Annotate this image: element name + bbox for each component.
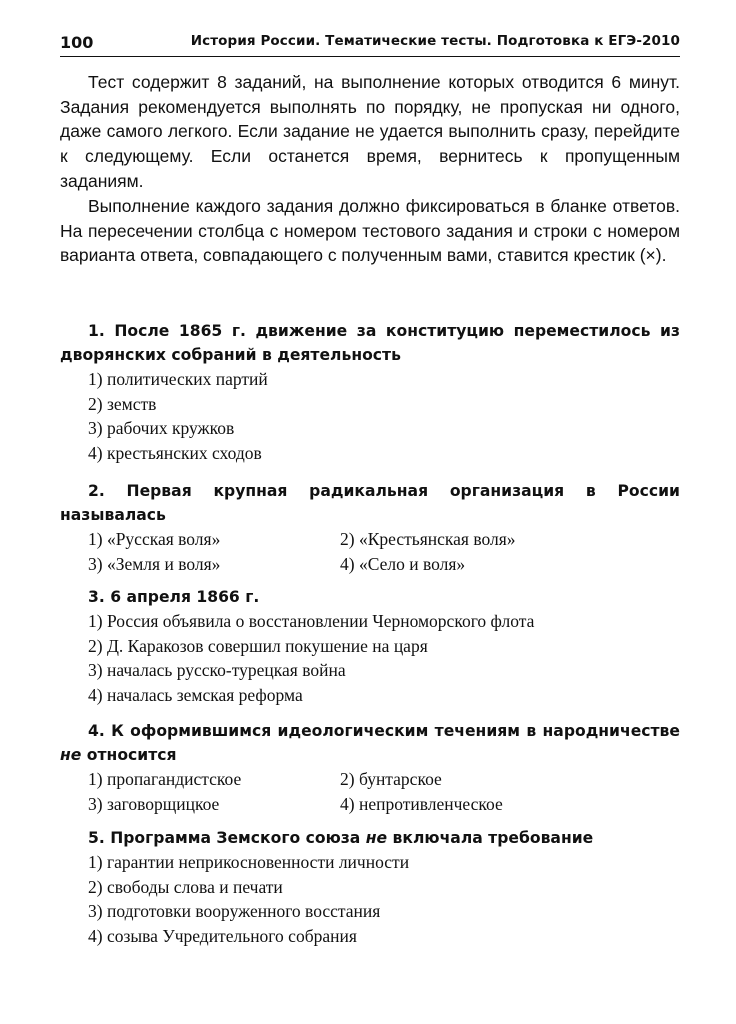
answer-option: 4) созыва Учредительного собрания bbox=[88, 926, 357, 947]
answer-option: 4) «Село и воля» bbox=[340, 553, 466, 574]
answer-option: 4) непротивленческое bbox=[340, 793, 503, 814]
question-1 bbox=[60, 319, 680, 466]
answer-option: 3) «Земля и воля» bbox=[88, 553, 221, 574]
answer-option: 1) гарантии неприкосновенности личности bbox=[88, 852, 410, 872]
intro-paragraph-1: Тест содержит 8 заданий, на выполнение которых отводится 6 минут. Задания рекомендуется выполнять по порядку, не пропуская ни одного, даже самого легкого. Если задание не удается выполнить сразу, перейдите к следующему. Если останется время, вернитесь к пропущенным заданиям. bbox=[60, 72, 680, 191]
question-3 bbox=[60, 585, 680, 708]
question-title: 2. Первая крупная радикальная организация в России называлась bbox=[60, 482, 680, 524]
header-rule bbox=[60, 56, 680, 57]
answer-option: 1) пропагандистское bbox=[88, 769, 242, 789]
running-title: История России. Тематические тесты. Подготовка к ЕГЭ-2010 bbox=[190, 33, 680, 49]
question-title: 4. К оформившимся идеологическим течениям в народничестве не относится bbox=[60, 722, 680, 764]
answer-option: 1) политических партий bbox=[88, 369, 268, 389]
page-number: 100 bbox=[60, 33, 94, 52]
answer-option: 4) крестьянских сходов bbox=[88, 443, 262, 464]
answer-option: 3) подготовки вооруженного восстания bbox=[88, 901, 381, 922]
question-title: 1. После 1865 г. движение за конституцию переместилось из дворянских собраний в деятельность bbox=[60, 322, 680, 364]
question-2 bbox=[60, 479, 680, 576]
answer-option: 2) свободы слова и печати bbox=[88, 876, 283, 897]
answer-option: 4) началась земская реформа bbox=[88, 685, 303, 706]
answer-option: 3) началась русско-турецкая война bbox=[88, 660, 346, 681]
answer-option: 2) земств bbox=[88, 393, 157, 414]
answer-options-grid bbox=[60, 527, 680, 576]
answer-option: 2) бунтарское bbox=[340, 769, 442, 789]
question-title: 3. 6 апреля 1866 г. bbox=[88, 588, 260, 606]
answer-option: 2) «Крестьянская воля» bbox=[340, 529, 516, 549]
question-4 bbox=[60, 719, 680, 816]
page-header bbox=[60, 31, 680, 55]
answer-option: 1) Россия объявила о восстановлении Черноморского флота bbox=[88, 611, 535, 631]
answer-option: 3) заговорщицкое bbox=[88, 793, 220, 814]
question-5 bbox=[60, 826, 680, 949]
answer-option: 1) «Русская воля» bbox=[88, 529, 221, 549]
answer-option: 3) рабочих кружков bbox=[88, 418, 235, 439]
negation-word: не bbox=[60, 746, 82, 764]
question-title: 5. Программа Земского союза не включала требование bbox=[88, 829, 594, 847]
negation-word: не bbox=[365, 829, 388, 847]
intro-paragraph-2: Выполнение каждого задания должно фиксироваться в бланке ответов. На пересечении столбца с номером тестового задания и строки с номером варианта ответа, совпадающего с полученным вами, ставится крестик (×). bbox=[60, 196, 680, 266]
answer-options-grid bbox=[60, 767, 680, 816]
answer-option: 2) Д. Каракозов совершил покушение на царя bbox=[88, 635, 428, 656]
